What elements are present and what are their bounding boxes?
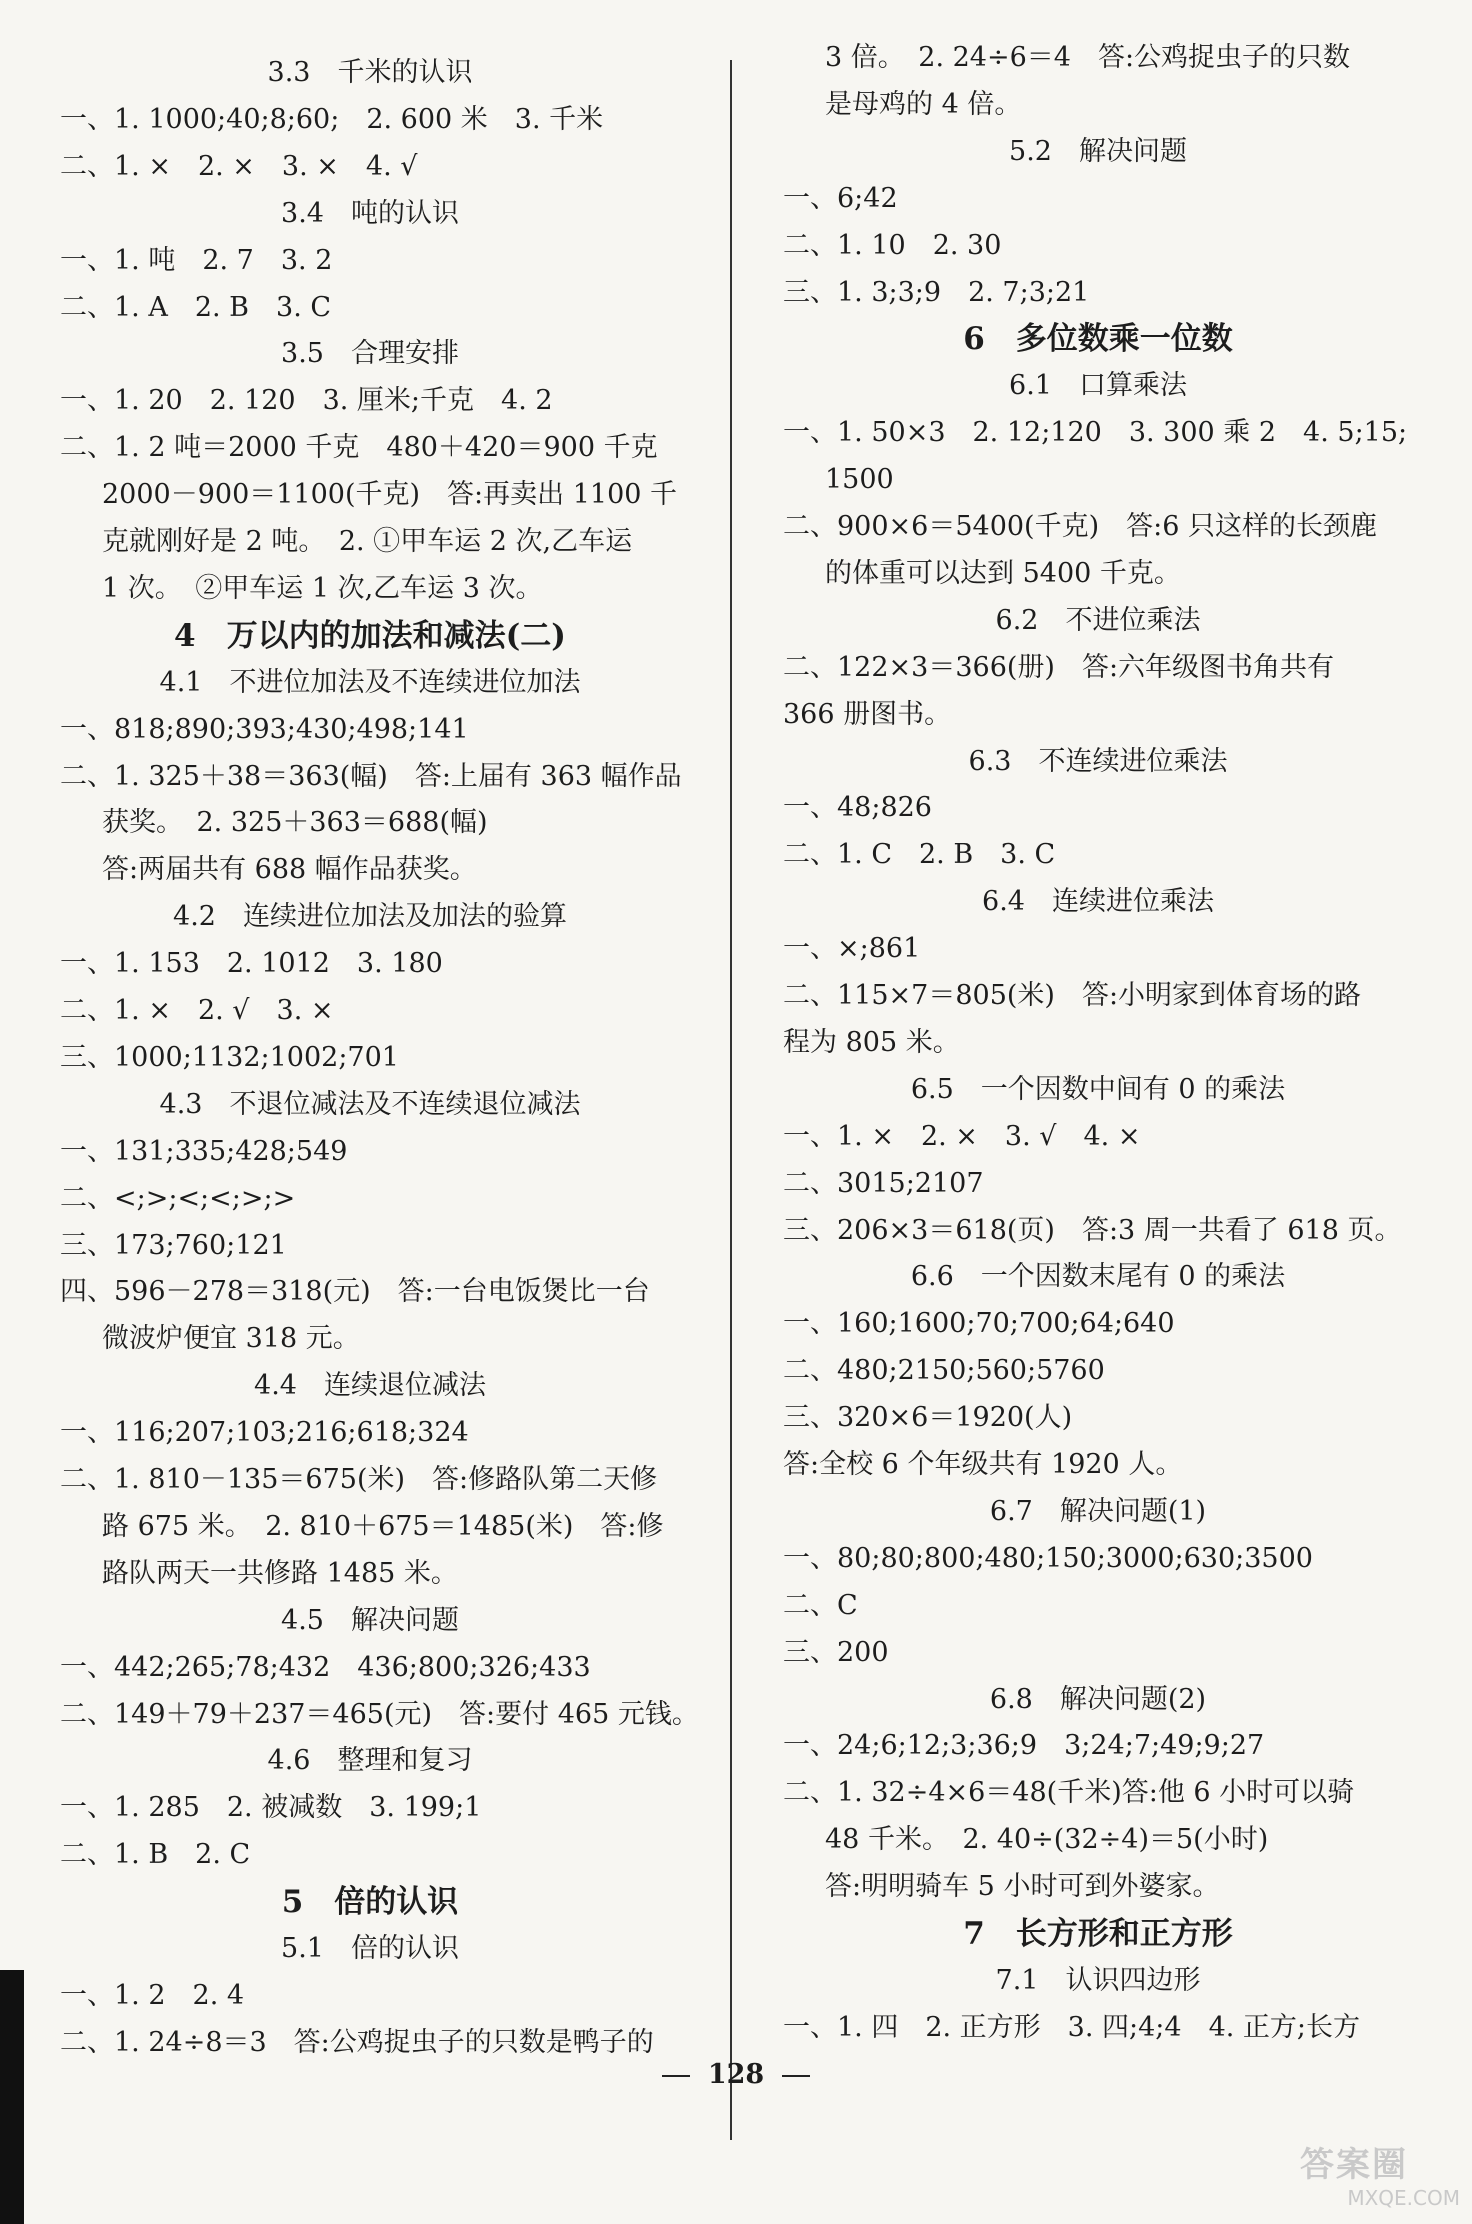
answer-line: 3 倍。 2. 24÷6＝4 答:公鸡捉虫子的只数 <box>825 42 1351 73</box>
answer-line: 二、115×7＝805(米) 答:小明家到体育场的路 <box>783 980 1362 1011</box>
answer-line: 一、1. × 2. × 3. √ 4. × <box>783 1120 1141 1152</box>
answer-line: 一、×;861 <box>783 933 921 965</box>
answer-line: 一、116;207;103;216;618;324 <box>60 1417 469 1449</box>
answer-line: 二、1. × 2. √ 3. × <box>60 995 334 1026</box>
answer-line: 二、1. A 2. B 3. C <box>60 291 332 323</box>
column-divider <box>730 60 732 2140</box>
answer-line: 一、818;890;393;430;498;141 <box>60 713 469 745</box>
answer-line: 一、1. 153 2. 1012 3. 180 <box>60 948 443 980</box>
answer-line: 366 册图书。 <box>783 698 952 730</box>
answer-line: 1500 <box>825 464 894 496</box>
watermark-text: 答案圈 <box>1300 2145 1408 2185</box>
answer-line: 一、1. 285 2. 被减数 3. 199;1 <box>60 1792 482 1824</box>
answer-line: 答:两届共有 688 幅作品获奖。 <box>102 854 477 886</box>
answer-line: 二、1. 325＋38＝363(幅) 答:上届有 363 幅作品 <box>60 760 682 792</box>
section-heading: 4.2 连续进位加法及加法的验算 <box>173 901 567 933</box>
answer-line: 三、206×3＝618(页) 答:3 周一共看了 618 页。 <box>783 1214 1402 1246</box>
answer-line: 二、122×3＝366(册) 答:六年级图书角共有 <box>783 651 1335 683</box>
answer-line: 三、173;760;121 <box>60 1229 287 1261</box>
page-footer <box>0 2050 1472 2100</box>
answer-line: 一、48;826 <box>783 792 932 824</box>
answer-line: 答:全校 6 个年级共有 1920 人。 <box>783 1449 1183 1480</box>
answer-line: 一、1. 20 2. 120 3. 厘米;千克 4. 2 <box>60 385 553 417</box>
answer-line: 一、6;42 <box>783 182 898 214</box>
answer-line: 一、1. 1000;40;8;60; 2. 600 米 3. 千米 <box>60 103 604 135</box>
watermark-url: MXQE.COM <box>1347 2186 1460 2210</box>
section-heading: 7.1 认识四边形 <box>995 1964 1201 1996</box>
answer-line: 二、900×6＝5400(千克) 答:6 只这样的长颈鹿 <box>783 511 1377 542</box>
answer-line: 二、149＋79＋237＝465(元) 答:要付 465 元钱。 <box>60 1698 699 1730</box>
answer-line: 微波炉便宜 318 元。 <box>102 1323 360 1355</box>
answer-line: 一、442;265;78;432 436;800;326;433 <box>60 1651 591 1683</box>
answer-line: 的体重可以达到 5400 千克。 <box>825 557 1181 589</box>
answer-line: 三、1. 3;3;9 2. 7;3;21 <box>783 276 1090 308</box>
answer-line: 程为 805 米。 <box>783 1026 960 1058</box>
answer-line: 二、1. 10 2. 30 <box>783 229 1002 261</box>
answer-line: 一、24;6;12;3;36;9 3;24;7;49;9;27 <box>783 1730 1265 1762</box>
section-heading: 6.4 连续进位乘法 <box>982 886 1214 918</box>
footer-dash-left <box>662 2075 690 2077</box>
answer-line: 路队两天一共修路 1485 米。 <box>102 1557 458 1589</box>
answer-line: 二、480;2150;560;5760 <box>783 1355 1105 1387</box>
answer-line: 一、1. 四 2. 正方形 3. 四;4;4 4. 正方;长方 <box>783 2011 1361 2043</box>
answer-line: 三、320×6＝1920(人) <box>783 1402 1073 1434</box>
section-heading: 4.1 不进位加法及不连续进位加法 <box>159 666 581 698</box>
section-heading: 6.3 不连续进位乘法 <box>968 745 1228 777</box>
section-heading: 5.1 倍的认识 <box>281 1933 459 1964</box>
answer-line: 获奖。 2. 325＋363＝688(幅) <box>102 807 488 839</box>
chapter-title: 7 长方形和正方形 <box>963 1916 1233 1952</box>
section-heading: 6.1 口算乘法 <box>1009 370 1187 402</box>
answer-line: 一、80;80;800;480;150;3000;630;3500 <box>783 1542 1313 1574</box>
section-heading: 3.3 千米的认识 <box>267 57 473 88</box>
section-heading: 6.8 解决问题(2) <box>989 1683 1207 1715</box>
chapter-title: 5 倍的认识 <box>281 1884 459 1921</box>
answer-line: 一、131;335;428;549 <box>60 1135 348 1167</box>
answer-line: 2000－900＝1100(千克) 答:再卖出 1100 千 <box>102 479 678 511</box>
chapter-title: 6 多位数乘一位数 <box>963 321 1233 358</box>
section-heading: 6.7 解决问题(1) <box>989 1495 1207 1527</box>
section-heading: 5.2 解决问题 <box>1009 135 1187 167</box>
watermark-logo <box>1300 2145 1460 2215</box>
answer-line: 一、1. 50×3 2. 12;120 3. 300 乘 2 4. 5;15; <box>783 417 1408 449</box>
section-heading: 4.3 不退位减法及不连续退位减法 <box>159 1088 581 1120</box>
answer-line: 二、1. B 2. C <box>60 1839 251 1871</box>
answer-line: 二、1. × 2. × 3. × 4. √ <box>60 150 418 182</box>
answer-line: 二、1. C 2. B 3. C <box>783 839 1056 871</box>
answer-line: 路 675 米。 2. 810＋675＝1485(米) 答:修 <box>102 1510 664 1542</box>
answer-line: 1 次。 ②甲车运 1 次,乙车运 3 次。 <box>102 572 543 604</box>
chapter-title: 4 万以内的加法和减法(二) <box>174 617 566 654</box>
answer-line: 一、160;1600;70;700;64;640 <box>783 1308 1175 1340</box>
answer-line: 克就刚好是 2 吨。 2. ①甲车运 2 次,乙车运 <box>102 526 633 557</box>
scan-edge-shadow <box>0 1970 24 2224</box>
answer-line: 一、1. 2 2. 4 <box>60 1979 245 2011</box>
answer-line: 二、1. 2 吨＝2000 千克 480＋420＝900 千克 <box>60 432 658 464</box>
answer-line: 三、1000;1132;1002;701 <box>60 1041 399 1073</box>
answer-line: 是母鸡的 4 倍。 <box>825 88 1022 120</box>
section-heading: 3.5 合理安排 <box>281 338 459 370</box>
section-heading: 4.6 整理和复习 <box>267 1745 473 1777</box>
section-heading: 4.5 解决问题 <box>281 1604 459 1636</box>
section-heading: 3.4 吨的认识 <box>281 197 459 229</box>
page-number: 128 <box>707 2059 765 2090</box>
answer-line: 二、1. 32÷4×6＝48(千米)答:他 6 小时可以骑 <box>783 1777 1355 1809</box>
section-heading: 6.5 一个因数中间有 0 的乘法 <box>910 1073 1286 1105</box>
answer-line: 二、1. 810－135＝675(米) 答:修路队第二天修 <box>60 1464 658 1495</box>
footer-dash-right <box>782 2075 810 2077</box>
section-heading: 4.4 连续退位减法 <box>254 1370 486 1402</box>
answer-line: 二、1. 24÷8＝3 答:公鸡捉虫子的只数是鸭子的 <box>60 2026 654 2058</box>
answer-line: 二、3015;2107 <box>783 1167 984 1199</box>
section-heading: 6.6 一个因数末尾有 0 的乘法 <box>910 1261 1286 1293</box>
answer-line: 48 千米。 2. 40÷(32÷4)＝5(小时) <box>825 1824 1269 1856</box>
section-heading: 6.2 不进位乘法 <box>995 604 1201 636</box>
answer-line: 四、596－278＝318(元) 答:一台电饭煲比一台 <box>60 1276 650 1308</box>
answer-line: 答:明明骑车 5 小时可到外婆家。 <box>825 1871 1220 1903</box>
answer-line: 二、C <box>783 1589 858 1621</box>
answer-line: 二、<;>;<;<;>;> <box>60 1182 296 1214</box>
answer-line: 一、1. 吨 2. 7 3. 2 <box>60 244 333 276</box>
answer-line: 三、200 <box>783 1636 889 1668</box>
